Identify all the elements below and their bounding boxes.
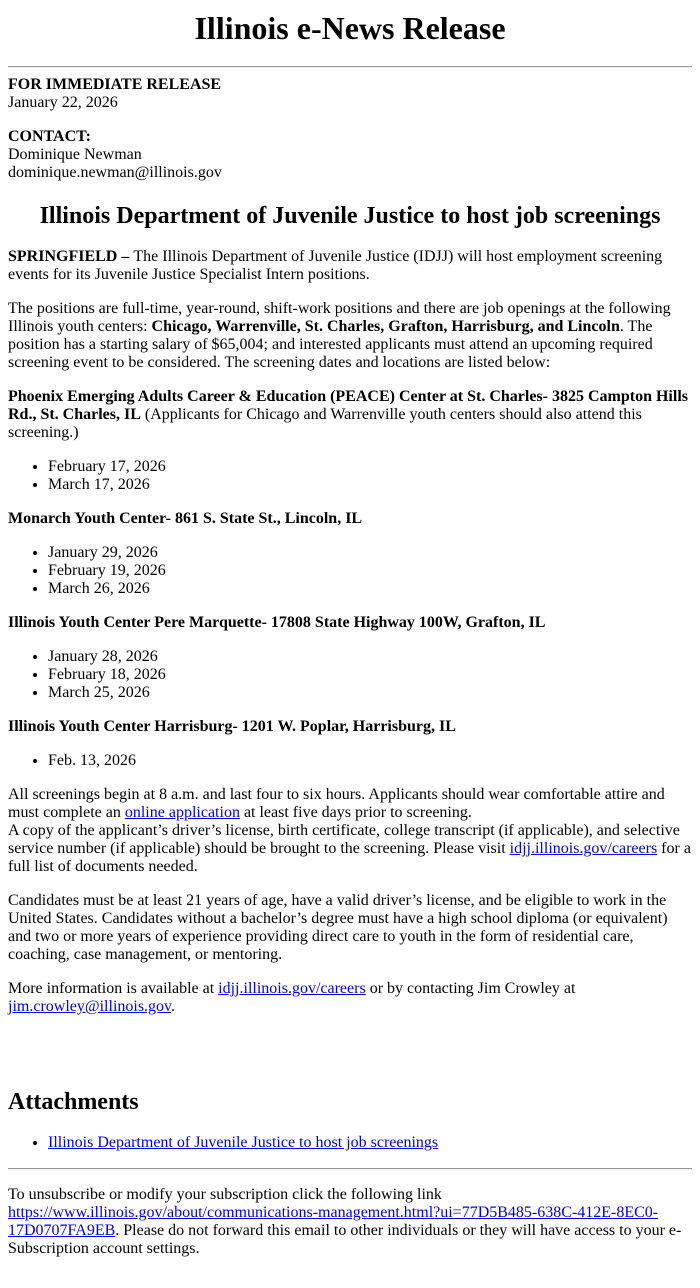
location-note: (Applicants for Chicago and Warrenville youth centers should also attend this screening.) (8, 406, 642, 441)
documents-text: A copy of the applicant’s driver’s license, birth certificate, college transcript (if applicable), and selective service number (if applicable) should be brought to the screening. Please visit (8, 822, 680, 857)
contact-block (8, 128, 692, 182)
intro-text: The Illinois Department of Juvenile Justice (IDJJ) will host employment screening events for its Juvenile Justice Specialist Intern positions. (8, 248, 663, 283)
dates-list (8, 544, 692, 598)
contact-name: Dominique Newman (8, 146, 142, 163)
release-label: FOR IMMEDIATE RELEASE (8, 76, 222, 93)
screening-date: • January 29, 2026 (48, 544, 692, 562)
locations-list (8, 388, 692, 770)
release-block (8, 76, 692, 112)
location-name: Monarch Youth Center- 861 S. State St., Lincoln, IL (8, 510, 363, 527)
online-application-link[interactable]: online application (124, 804, 240, 821)
email-link[interactable]: jim.crowley@illinois.gov (8, 998, 172, 1015)
contact-label: CONTACT: (8, 128, 91, 145)
location-name: Illinois Youth Center Harrisburg- 1201 W. Poplar, Harrisburg, IL (8, 718, 456, 735)
careers-link[interactable]: idjj.illinois.gov/careers (218, 980, 366, 997)
unsubscribe-link[interactable]: https://www.illinois.gov/about/communications-management.html?ui=77D5B485-638C-412E-8EC0-17D0707FA9EB (8, 1204, 659, 1239)
attachments-heading: Attachments (8, 1089, 139, 1115)
screenings-text: All screenings begin at 8 a.m. and last four to six hours. Applicants should wear comfortable attire and must complete an (8, 786, 665, 821)
screening-date: • January 28, 2026 (48, 648, 692, 666)
intro-paragraph (8, 248, 692, 284)
more-text: or by contacting Jim Crowley at (365, 980, 576, 997)
more-text: More information is available at (8, 980, 219, 997)
screening-date: • March 17, 2026 (48, 476, 692, 494)
dateline: SPRINGFIELD – (8, 248, 134, 265)
divider (8, 1168, 692, 1170)
location-name: Illinois Youth Center Pere Marquette- 17808 State Highway 100W, Grafton, IL (8, 614, 546, 631)
cities: Chicago, Warrenville, St. Charles, Grafton, Harrisburg, and Lincoln (151, 318, 620, 335)
page-title: Illinois e-News Release (194, 10, 506, 46)
attachment-item (48, 1134, 692, 1152)
careers-link[interactable]: idjj.illinois.gov/careers (509, 840, 658, 857)
dates-list (8, 458, 692, 494)
screening-date: • Feb. 13, 2026 (48, 752, 692, 770)
location-name: Phoenix Emerging Adults Career & Education (PEACE) Center at St. Charles- 3825 Campton Hills Rd., St. Charles, IL (8, 388, 688, 423)
location-heading (8, 718, 692, 736)
location-heading (8, 388, 692, 442)
footer-text: . Please do not forward this email to other individuals or they will have access to your e-Subscription account settings. (8, 1222, 682, 1257)
release-date: January 22, 2026 (8, 94, 118, 111)
divider (8, 66, 692, 68)
footer-paragraph (8, 1186, 692, 1258)
dates-list (8, 752, 692, 770)
screenings-text: at least five days prior to screening. (239, 804, 472, 821)
headline: Illinois Department of Juvenile Justice to host job screenings (39, 203, 661, 229)
attachments-list (8, 1134, 692, 1152)
screening-date: • February 18, 2026 (48, 666, 692, 684)
screenings-paragraph (8, 786, 692, 876)
requirements-paragraph: Candidates must be at least 21 years of age, have a valid driver’s license, and be eligible to work in the United States. Candidates without a bachelor’s degree must have a high school diploma (or equivalent) and two or more years of experience providing direct care to youth in the form of residential care, coaching, case management, or mentoring. (8, 892, 668, 963)
positions-text: The positions are full-time, year-round, shift-work positions and there are job openings at the following Illinois youth centers: (8, 300, 671, 335)
location-heading (8, 614, 692, 632)
more-info-paragraph (8, 980, 692, 1016)
positions-text: . The position has a starting salary of $65,004; and interested applicants must attend an upcoming required screening event to be considered. The screening dates and locations are listed below: (8, 318, 653, 371)
screening-date: • February 17, 2026 (48, 458, 692, 476)
screening-date: • March 25, 2026 (48, 684, 692, 702)
contact-email: dominique.newman@illinois.gov (8, 164, 222, 181)
more-text: . (171, 998, 176, 1015)
location-heading (8, 510, 692, 528)
attachment-link[interactable]: Illinois Department of Juvenile Justice to host job screenings (48, 1134, 439, 1151)
dates-list (8, 648, 692, 702)
documents-text: for a full list of documents needed. (8, 840, 691, 875)
positions-paragraph (8, 300, 692, 372)
screening-date: • March 26, 2026 (48, 580, 692, 598)
screening-date: • February 19, 2026 (48, 562, 692, 580)
footer-text: To unsubscribe or modify your subscription click the following link (8, 1186, 442, 1203)
